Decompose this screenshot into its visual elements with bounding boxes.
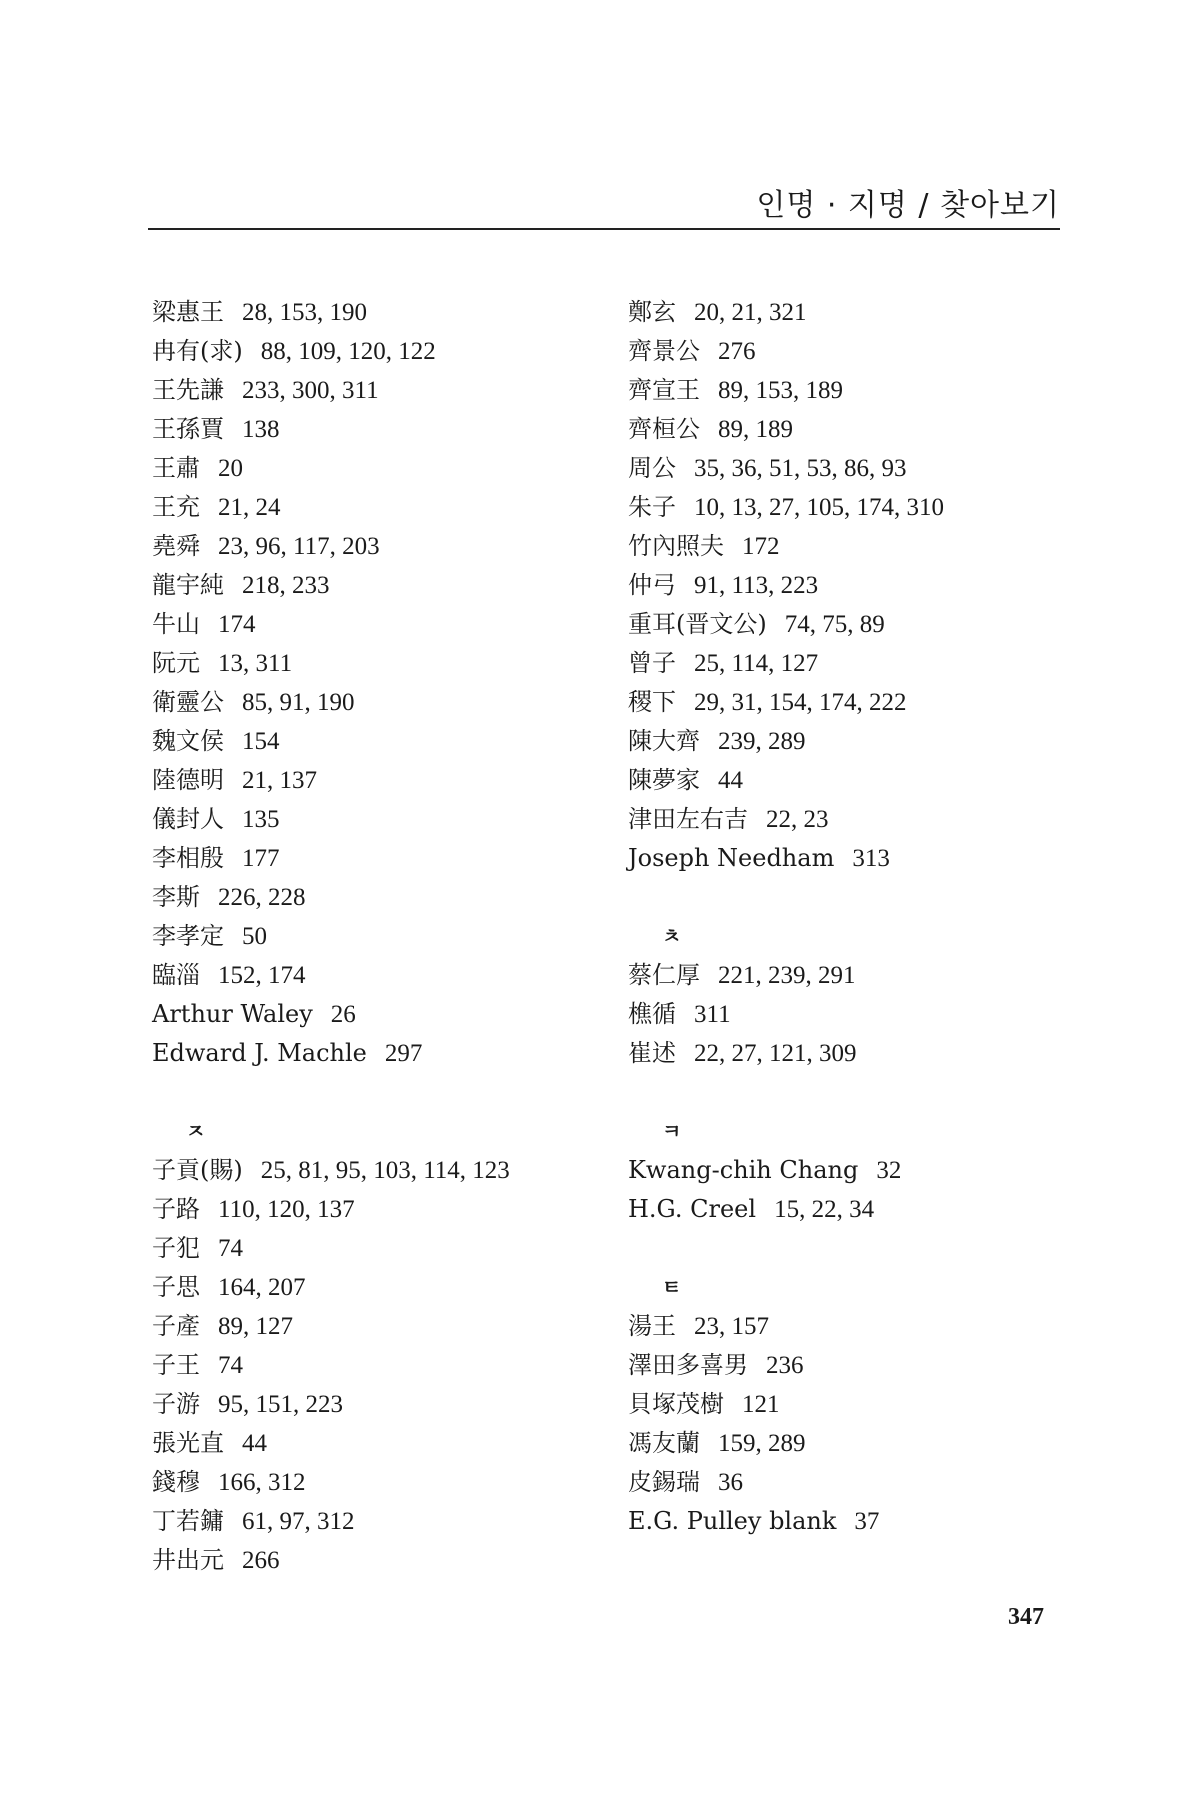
index-entry <box>628 761 1088 800</box>
entry-pages: 152, 174 <box>218 962 306 989</box>
entry-name: 崔述 <box>628 1039 676 1067</box>
index-entry <box>628 956 1088 995</box>
entry-name: Edward J. Machle <box>152 1039 367 1067</box>
page-number: 347 <box>1008 1604 1044 1630</box>
entry-name: 周公 <box>628 454 676 482</box>
index-entry <box>628 1502 1088 1541</box>
index-entry <box>628 605 1088 644</box>
entry-name: Arthur Waley <box>152 1000 313 1028</box>
entry-name: 衛靈公 <box>152 688 224 716</box>
index-entry <box>152 1151 612 1190</box>
entry-name: 子產 <box>152 1312 200 1340</box>
entry-pages: 89, 189 <box>718 416 793 443</box>
entry-name: 阮元 <box>152 649 200 677</box>
entry-pages: 74 <box>218 1352 243 1379</box>
entry-pages: 35, 36, 51, 53, 86, 93 <box>694 455 907 482</box>
index-entry <box>152 1463 612 1502</box>
entry-name: 陸德明 <box>152 766 224 794</box>
entry-name: 津田左右吉 <box>628 805 748 833</box>
entry-name: 牛山 <box>152 610 200 638</box>
entry-pages: 88, 109, 120, 122 <box>260 338 436 365</box>
entry-name: 曾子 <box>628 649 676 677</box>
entry-pages: 177 <box>242 845 280 872</box>
index-entry <box>152 1541 612 1580</box>
entry-name: 丁若鏞 <box>152 1507 224 1535</box>
entry-name: 李相殷 <box>152 844 224 872</box>
entry-name: 王肅 <box>152 454 200 482</box>
entry-pages: 91, 113, 223 <box>694 572 819 599</box>
entry-name: Kwang-chih Chang <box>628 1156 859 1184</box>
entry-pages: 13, 311 <box>218 650 293 677</box>
entry-name: 王充 <box>152 493 200 521</box>
entry-name: 齊桓公 <box>628 415 700 443</box>
index-column-left <box>152 293 612 1580</box>
entry-pages: 50 <box>242 923 267 950</box>
entry-pages: 21, 137 <box>242 767 317 794</box>
index-entry <box>152 1307 612 1346</box>
entry-name: 齊景公 <box>628 337 700 365</box>
entry-name: 湯王 <box>628 1312 676 1340</box>
index-entry <box>152 1424 612 1463</box>
entry-name: 蔡仁厚 <box>628 961 700 989</box>
entry-name: 澤田多喜男 <box>628 1351 748 1379</box>
index-entry <box>628 1151 1088 1190</box>
entry-name: H.G. Creel <box>628 1195 757 1223</box>
entry-pages: 23, 96, 117, 203 <box>218 533 380 560</box>
index-entry <box>152 800 612 839</box>
index-entry <box>628 410 1088 449</box>
entry-pages: 218, 233 <box>242 572 330 599</box>
entry-pages: 311 <box>694 1001 731 1028</box>
entry-pages: 221, 239, 291 <box>718 962 856 989</box>
entry-pages: 25, 81, 95, 103, 114, 123 <box>260 1157 510 1184</box>
index-entry <box>152 995 612 1034</box>
entry-pages: 25, 114, 127 <box>694 650 819 677</box>
entry-name: 馮友蘭 <box>628 1429 700 1457</box>
index-entry <box>628 1424 1088 1463</box>
entry-pages: 159, 289 <box>718 1430 806 1457</box>
index-entry <box>152 878 612 917</box>
entry-pages: 89, 127 <box>218 1313 293 1340</box>
entry-pages: 32 <box>876 1157 902 1184</box>
entry-name: 梁惠王 <box>152 298 224 326</box>
entry-pages: 89, 153, 189 <box>718 377 843 404</box>
entry-pages: 22, 23 <box>766 806 829 833</box>
entry-name: 張光直 <box>152 1429 224 1457</box>
entry-pages: 239, 289 <box>718 728 806 755</box>
entry-name: 貝塚茂樹 <box>628 1390 724 1418</box>
index-entry <box>152 644 612 683</box>
entry-name: 樵循 <box>628 1000 676 1028</box>
entry-name: 龍宇純 <box>152 571 224 599</box>
entry-pages: 276 <box>718 338 756 365</box>
index-entry <box>152 761 612 800</box>
entry-pages: 154 <box>242 728 280 755</box>
entry-name: 儀封人 <box>152 805 224 833</box>
section-heading: ㅊ <box>662 924 682 948</box>
entry-pages: 74, 75, 89 <box>784 611 885 638</box>
index-entry <box>152 1268 612 1307</box>
entry-name: 仲弓 <box>628 571 676 599</box>
index-entry <box>152 1034 612 1073</box>
entry-name: 冉有(求) <box>152 337 243 365</box>
index-entry <box>628 332 1088 371</box>
index-entry <box>152 683 612 722</box>
index-entry <box>152 293 612 332</box>
index-entry <box>628 1463 1088 1502</box>
entry-pages: 138 <box>242 416 280 443</box>
entry-pages: 313 <box>852 845 890 872</box>
entry-name: 王先謙 <box>152 376 224 404</box>
section-gap <box>628 1073 1088 1112</box>
index-entry <box>152 1346 612 1385</box>
entry-pages: 44 <box>242 1430 267 1457</box>
entry-name: 臨淄 <box>152 961 200 989</box>
entry-pages: 266 <box>242 1547 280 1574</box>
index-entry <box>152 605 612 644</box>
index-entry <box>628 527 1088 566</box>
entry-name: 子思 <box>152 1273 200 1301</box>
entry-pages: 85, 91, 190 <box>242 689 355 716</box>
index-entry <box>628 722 1088 761</box>
entry-pages: 226, 228 <box>218 884 306 911</box>
index-entry <box>628 371 1088 410</box>
index-entry <box>152 917 612 956</box>
section-gap <box>628 1229 1088 1268</box>
entry-name: 魏文侯 <box>152 727 224 755</box>
index-entry <box>628 566 1088 605</box>
index-entry <box>152 1190 612 1229</box>
entry-name: E.G. Pulley blank <box>628 1507 837 1535</box>
index-entry <box>628 1190 1088 1229</box>
index-entry <box>152 410 612 449</box>
index-entry <box>152 839 612 878</box>
entry-pages: 135 <box>242 806 280 833</box>
entry-name: 子路 <box>152 1195 200 1223</box>
index-entry <box>628 839 1088 878</box>
index-entry <box>628 449 1088 488</box>
entry-pages: 22, 27, 121, 309 <box>694 1040 857 1067</box>
entry-name: 朱子 <box>628 493 676 521</box>
entry-pages: 28, 153, 190 <box>242 299 367 326</box>
entry-name: 李斯 <box>152 883 200 911</box>
index-entry <box>152 1229 612 1268</box>
entry-name: 子王 <box>152 1351 200 1379</box>
index-entry <box>628 1385 1088 1424</box>
entry-name: 錢穆 <box>152 1468 200 1496</box>
entry-pages: 21, 24 <box>218 494 281 521</box>
entry-pages: 121 <box>742 1391 780 1418</box>
index-entry <box>628 800 1088 839</box>
entry-name: 井出元 <box>152 1546 224 1574</box>
index-entry <box>152 488 612 527</box>
section-heading: ㅋ <box>662 1119 682 1143</box>
entry-name: 王孫賈 <box>152 415 224 443</box>
entry-pages: 44 <box>718 767 743 794</box>
entry-name: 竹內照夫 <box>628 532 724 560</box>
index-entry <box>628 995 1088 1034</box>
index-entry <box>152 1385 612 1424</box>
index-entry <box>152 527 612 566</box>
section-heading: ㅈ <box>186 1119 206 1143</box>
entry-name: Joseph Needham <box>628 844 835 872</box>
section-gap <box>628 878 1088 917</box>
entry-name: 堯舜 <box>152 532 200 560</box>
index-entry <box>628 293 1088 332</box>
entry-pages: 110, 120, 137 <box>218 1196 355 1223</box>
entry-pages: 36 <box>718 1469 743 1496</box>
index-entry <box>152 1502 612 1541</box>
index-entry <box>628 683 1088 722</box>
section-heading: ㅌ <box>662 1275 682 1299</box>
index-entry <box>628 644 1088 683</box>
entry-pages: 20 <box>218 455 243 482</box>
entry-name: 李孝定 <box>152 922 224 950</box>
index-entry <box>152 332 612 371</box>
entry-pages: 26 <box>330 1001 356 1028</box>
entry-pages: 95, 151, 223 <box>218 1391 343 1418</box>
entry-pages: 172 <box>742 533 780 560</box>
entry-name: 子游 <box>152 1390 200 1418</box>
index-entry <box>152 371 612 410</box>
entry-pages: 20, 21, 321 <box>694 299 807 326</box>
entry-name: 陳夢家 <box>628 766 700 794</box>
index-entry <box>152 956 612 995</box>
entry-pages: 61, 97, 312 <box>242 1508 355 1535</box>
entry-pages: 23, 157 <box>694 1313 769 1340</box>
entry-pages: 10, 13, 27, 105, 174, 310 <box>694 494 944 521</box>
index-entry <box>152 449 612 488</box>
running-header: 인명 · 지명 / 찾아보기 <box>756 188 1060 223</box>
entry-name: 齊宣王 <box>628 376 700 404</box>
entry-pages: 37 <box>854 1508 880 1535</box>
entry-pages: 74 <box>218 1235 243 1262</box>
entry-pages: 297 <box>384 1040 423 1067</box>
index-column-right <box>628 293 1088 1541</box>
entry-name: 子貢(賜) <box>152 1156 243 1184</box>
index-entry <box>628 1034 1088 1073</box>
section-gap <box>152 1073 612 1112</box>
entry-pages: 233, 300, 311 <box>242 377 379 404</box>
entry-name: 陳大齊 <box>628 727 700 755</box>
entry-pages: 15, 22, 34 <box>774 1196 875 1223</box>
index-entry <box>152 722 612 761</box>
entry-name: 子犯 <box>152 1234 200 1262</box>
entry-name: 鄭玄 <box>628 298 676 326</box>
index-entry <box>628 1346 1088 1385</box>
index-entry <box>628 488 1088 527</box>
index-entry <box>152 566 612 605</box>
entry-pages: 166, 312 <box>218 1469 306 1496</box>
entry-name: 皮錫瑞 <box>628 1468 700 1496</box>
entry-name: 稷下 <box>628 688 676 716</box>
header-rule <box>148 228 1060 230</box>
entry-name: 重耳(晋文公) <box>628 610 767 638</box>
entry-pages: 164, 207 <box>218 1274 306 1301</box>
entry-pages: 236 <box>766 1352 804 1379</box>
entry-pages: 29, 31, 154, 174, 222 <box>694 689 907 716</box>
index-entry <box>628 1307 1088 1346</box>
entry-pages: 174 <box>218 611 256 638</box>
